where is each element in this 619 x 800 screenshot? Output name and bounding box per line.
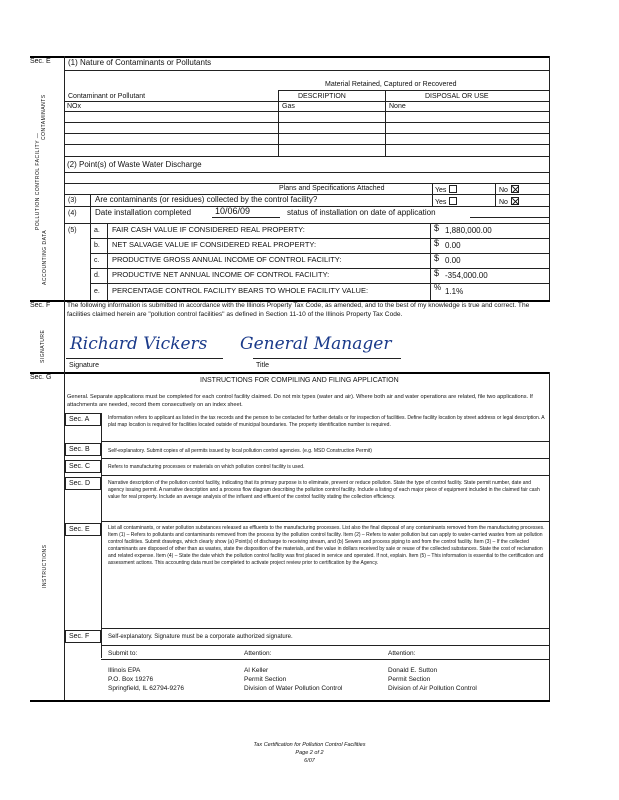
addr3-line1: Donald E. Sutton (388, 667, 438, 674)
q4-text-b: status of installation on date of application (287, 208, 436, 217)
item-a-letter: a. (94, 227, 100, 234)
item-c-value: 0.00 (445, 256, 461, 265)
item-b-dollar: $ (434, 238, 440, 248)
footer-date: 6/07 (304, 758, 315, 764)
attention-air-label: Attention: (388, 650, 416, 657)
item-c-dollar: $ (434, 253, 440, 263)
inst-sec-b-text: Self-explanatory. Submit copies of all permits issued by local pollution control agencies. (e.g. MSD Construction Permit) (108, 448, 372, 454)
inst-sec-c-text: Refers to manufacturing processes or materials on which pollution control facility is used. (108, 464, 305, 470)
side-label-pcf: POLLUTION CONTROL FACILITY — (35, 132, 41, 230)
item-e-percent: % (434, 283, 442, 292)
sec-g-label: Sec. G (30, 374, 52, 381)
inst-sec-c-label: Sec. C (69, 463, 91, 470)
q5-num: (5) (68, 227, 77, 234)
side-label-instructions: INSTRUCTIONS (42, 544, 48, 588)
q3-yes-label: Yes (435, 199, 447, 206)
submit-to-label: Submit to: (108, 650, 138, 657)
signature-caption: Signature (69, 362, 99, 369)
side-label-signature: SIGNATURE (40, 329, 46, 363)
general-instructions: General. Separate applications must be completed for each control facility claimed. Do not mix types (water and air). Where both air and water operations are related, file two applications. If attachments are needed, record them consecutively on an index sheet. (67, 394, 533, 408)
item-d-letter: d. (94, 272, 100, 279)
q3-no-label: No (499, 199, 508, 206)
item-b-letter: b. (94, 242, 100, 249)
title-script: General Manager (240, 334, 392, 354)
addr2-line1: Al Keller (244, 667, 269, 674)
inst-sec-d-label: Sec. D (69, 480, 91, 487)
inst-sec-b-label: Sec. B (69, 446, 90, 453)
addr1-line2: P.O. Box 19276 (108, 676, 154, 683)
plans-no-checkbox[interactable] (511, 185, 519, 193)
q3-text: Are contaminants (or residues) collected by the control facility? (95, 195, 318, 204)
instructions-title: INSTRUCTIONS FOR COMPILING AND FILING APPLICATION (200, 377, 399, 384)
item-a-dollar: $ (434, 223, 440, 233)
side-label-contaminants: CONTAMINANTS (41, 94, 47, 140)
sec-e-label: Sec. E (30, 58, 51, 65)
item-c-label: PRODUCTIVE GROSS ANNUAL INCOME OF CONTROL FACILITY: (112, 255, 342, 264)
q4-date: 10/06/09 (215, 206, 251, 216)
item-d-label: PRODUCTIVE NET ANNUAL INCOME OF CONTROL FACILITY: (112, 270, 330, 279)
row1-contaminant: NOx (67, 103, 81, 110)
plans-yes-checkbox[interactable] (449, 185, 457, 193)
inst-sec-e-text: List all contaminants, or water pollution substances released as effluents to the manufacturing processes. List also the final disposal of any contaminants removed from the manufacturing processes. Item (1) – Refers to pollutants and contaminants removed from the process by the pollution control facility. Item (2) – Refers to water pollution but can apply to water-carried wastes from air pollution control facilities. Submit drawings, which clearly show (a) Point(s) of discharge to receiving stream, and (b) Sewers and process piping to and from the control facility. Item (3) – If the collected contaminants are disposed of other than as wastes, state the disposition of the materials, and the value in dollars received by sale or reuse of the collected substances. State the cost of reclamation and related expense. Item (4) – State the date which the pollution control facility was first placed in service and operated. If not, explain. Item (5) – This information is essential to the certification and assessment actions. This accounting data must be completed to activate project review prior to certification by the Agency. (108, 525, 545, 566)
addr3-line2: Permit Section (388, 676, 431, 683)
inst-sec-d-text: Narrative description of the pollution control facility, indicating that its primary purpose is to eliminate, prevent or reduce pollution. State the type of control facility. State permit number, date and agency issuing permit. A narrative description and a process flow diagram describing the pollution control facility. Include a listing of each major piece of equipment included in the claimed fair cash value for real property. Include an average analysis of the influent and effluent of the control facility stating the collection efficiency. (108, 480, 540, 500)
item-e-value: 1.1% (445, 287, 464, 296)
q4-num: (4) (68, 210, 77, 217)
col-contaminant: Contaminant or Pollutant (68, 93, 146, 100)
addr2-line2: Permit Section (244, 676, 287, 683)
item-c-letter: c. (94, 257, 100, 264)
certification-statement: The following information is submitted in accordance with the Illinois Property Tax Code, as amended, and to the best of my knowledge is true and correct. The facilities claimed herein are "pollution control facilities" as defined in Section 11-10 of the Illinois Property Tax Code. (67, 302, 530, 318)
sec-f-label: Sec. F (30, 302, 51, 309)
title-caption: Title (256, 362, 269, 369)
addr3-line3: Division of Air Pollution Control (388, 685, 477, 692)
addr1-line1: Illinois EPA (108, 667, 141, 674)
inst-sec-a-label: Sec. A (69, 416, 90, 423)
item-a-label: FAIR CASH VALUE IF CONSIDERED REAL PROPERTY: (112, 225, 305, 234)
footer-form-title: Tax Certification for Pollution Control Facilities (253, 742, 366, 748)
q3-num: (3) (68, 197, 77, 204)
material-retained-header: Material Retained, Captured or Recovered (325, 81, 457, 88)
row1-description: Gas (282, 103, 295, 110)
addr2-line3: Division of Water Pollution Control (244, 685, 343, 692)
item-a-value: 1,880,000.00 (445, 226, 492, 235)
item-d-dollar: $ (434, 268, 440, 278)
q3-no-checkbox[interactable] (511, 197, 519, 205)
item-b-label: NET SALVAGE VALUE IF CONSIDERED REAL PROPERTY: (112, 240, 317, 249)
side-label-accounting: ACCOUNTING DATA (42, 229, 48, 285)
plans-no-label: No (499, 187, 508, 194)
col-disposal: DISPOSAL OR USE (425, 93, 489, 100)
inst-sec-f-text: Self-explanatory. Signature must be a corporate authorized signature. (108, 634, 293, 640)
inst-sec-a-text: Information refers to applicant as listed in the tax records and the person to be contacted for further details or for inspection of facilities. Define facility location by street address or legal description. A plat map location is required for facilities located outside of municipal boundaries. The property identification number is required. (108, 415, 545, 428)
signature-script: Richard Vickers (70, 334, 208, 354)
item-e-letter: e. (94, 288, 100, 295)
plans-yes-label: Yes (435, 187, 447, 194)
q4-text-a: Date installation completed (95, 208, 192, 217)
heading-waste-water: (2) Point(s) of Waste Water Discharge (67, 160, 202, 169)
plans-label: Plans and Specifications Attached (279, 185, 385, 192)
row1-disposal: None (389, 103, 406, 110)
footer-page: Page 2 of 2 (295, 750, 324, 756)
item-b-value: 0.00 (445, 241, 461, 250)
attention-water-label: Attention: (244, 650, 272, 657)
q3-yes-checkbox[interactable] (449, 197, 457, 205)
col-description: DESCRIPTION (298, 93, 346, 100)
heading-nature-contaminants: (1) Nature of Contaminants or Pollutants (68, 58, 212, 67)
addr1-line3: Springfield, IL 62794-9276 (108, 685, 185, 692)
inst-sec-f-label: Sec. F (69, 633, 90, 640)
item-d-value: -354,000.00 (445, 271, 488, 280)
inst-sec-e-label: Sec. E (69, 526, 90, 533)
item-e-label: PERCENTAGE CONTROL FACILITY BEARS TO WHOLE FACILITY VALUE: (112, 286, 369, 295)
